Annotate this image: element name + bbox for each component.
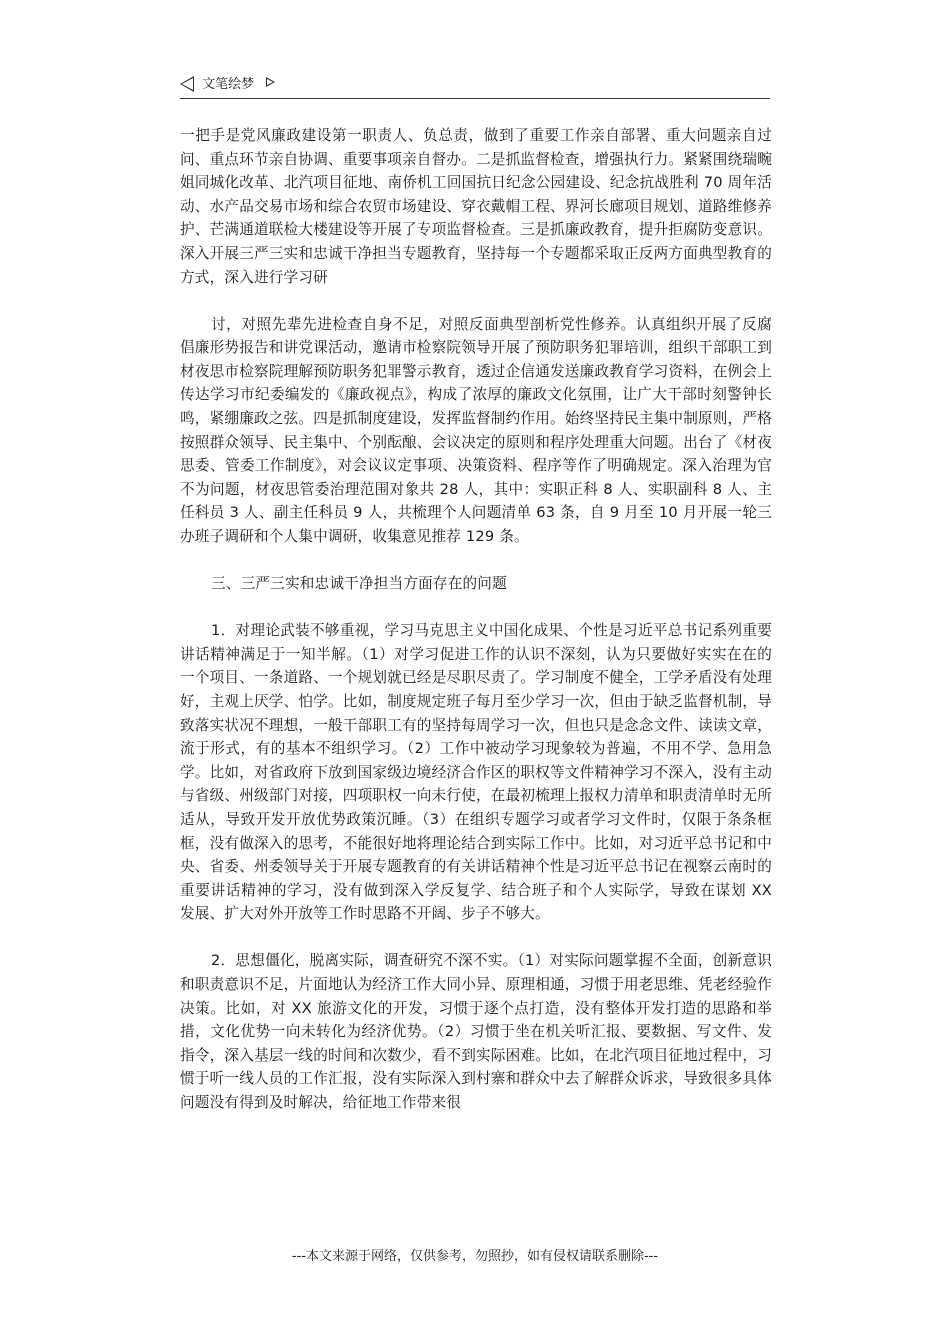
back-triangle-icon[interactable] bbox=[180, 76, 194, 92]
paragraph-3: 1．对理论武装不够重视，学习马克思主义中国化成果、个性是习近平总书记系列重要讲话精神满足于一知半解。（1）对学习促进工作的认识不深刻，认为只要做好实实在在的一个项目、一条道路、一个规划就已经是尽职尽责了。学习制度不健全，工学矛盾没有处理好，主观上厌学、怕学。比如，制度规定班子每月至少学习一次，但由于缺乏监督机制，导致落实状况不理想，一般干部职工有的坚持每周学习一次，但也只是念念文件、读读文章，流于形式，有的基本不组织学习。（2）工作中被动学习现象较为普遍，不用不学、急用急学。比如，对省政府下放到国家级边境经济合作区的职权等文件精神学习不深入，没有主动与省级、州级部门对接，四项职权一向未行使，在最初梳理上报权力清单和职责清单时无所适从，导致开发开放优势政策沉睡。（3）在组织专题学习或者学习文件时，仅限于条条框框，没有做深入的思考，不能很好地将理论结合到实际工作中。比如，对习近平总书记和中央、省委、州委领导关于开展专题教育的有关讲话精神个性是习近平总书记在视察云南时的重要讲话精神的学习，没有做到深入学反复学、结合班子和个人实际学，导致在谋划 XX 发展、扩大对外开放等工作时思路不开阔、步子不够大。 bbox=[180, 622, 772, 923]
page-header bbox=[180, 74, 770, 99]
forward-triangle-icon[interactable] bbox=[266, 77, 275, 87]
footer-notice: ---本文来源于网络，仅供参考，勿照抄，如有侵权请联系删除--- bbox=[291, 1249, 659, 1264]
header-title: 文笔绘梦 bbox=[202, 77, 255, 92]
paragraph-4: 2．思想僵化，脱离实际，调查研究不深不实。（1）对实际问题掌握不全面，创新意识和职责意识不足，片面地认为经济工作大同小异、原理相通，习惯于用老思维、凭老经验作决策。比如，对 XX 旅游文化的开发，习惯于逐个点打造，没有整体开发打造的思路和举措，文化优势一向未转化为经济优势。（2）习惯于坐在机关听汇报、要数据、写文件、发指令，深入基层一线的时间和次数少，看不到实际困难。比如，在北汽项目征地过程中，习惯于听一线人员的工作汇报，没有实际深入到村寨和群众中去了解群众诉求，导致很多具体问题没有得到及时解决，给征地工作带来很 bbox=[180, 952, 772, 1111]
section-heading: 三、三严三实和忠诚干净担当方面存在的问题 bbox=[211, 575, 507, 593]
paragraph-2: 讨，对照先辈先进检查自身不足，对照反面典型剖析党性修养。认真组织开展了反腐倡廉形势报告和讲党课活动，邀请市检察院领导开展了预防职务犯罪培训，组织干部职工到材夜思市检察院理解预防职务犯罪警示教育，透过企信通发送廉政教育学习资料，在例会上传达学习市纪委编发的《廉政视点》，构成了浓厚的廉政文化氛围，让广大干部时刻警钟长鸣，紧绷廉政之弦。四是抓制度建设，发挥监督制约作用。始终坚持民主集中制原则，严格按照群众领导、民主集中、个别酝酿、会议决定的原则和程序处理重大问题。出台了《材夜思委、管委工作制度》，对会议议定事项、决策资料、程序等作了明确规定。深入治理为官不为问题，材夜思管委治理范围对象共 28 人，其中：实职正科 8 人、实职副科 8 人、主任科员 3 人、副主任科员 9 人，共梳理个人问题清单 63 条，自 9 月至 10 月开展一轮三办班子调研和个人集中调研，收集意见推荐 129 条。 bbox=[180, 315, 772, 545]
document-body bbox=[180, 124, 772, 1138]
paragraph-1: 一把手是党风廉政建设第一职责人、负总责，做到了重要工作亲自部署、重大问题亲自过问、重点环节亲自协调、重要事项亲自督办。二是抓监督检查，增强执行力。紧紧围绕瑞畹姐同城化改革、北汽项目征地、南侨机工回国抗日纪念公园建设、纪念抗战胜利 70 周年活动、水产品交易市场和综合农贸市场建设、穿衣戴帽工程、界河长廊项目规划、道路维修养护、芒满通道联检大楼建设等开展了专项监督检查。三是抓廉政教育，提升拒腐防变意识。深入开展三严三实和忠诚干净担当专题教育，坚持每一个专题都采取正反两方面典型教育的方式，深入进行学习研 bbox=[180, 127, 772, 286]
